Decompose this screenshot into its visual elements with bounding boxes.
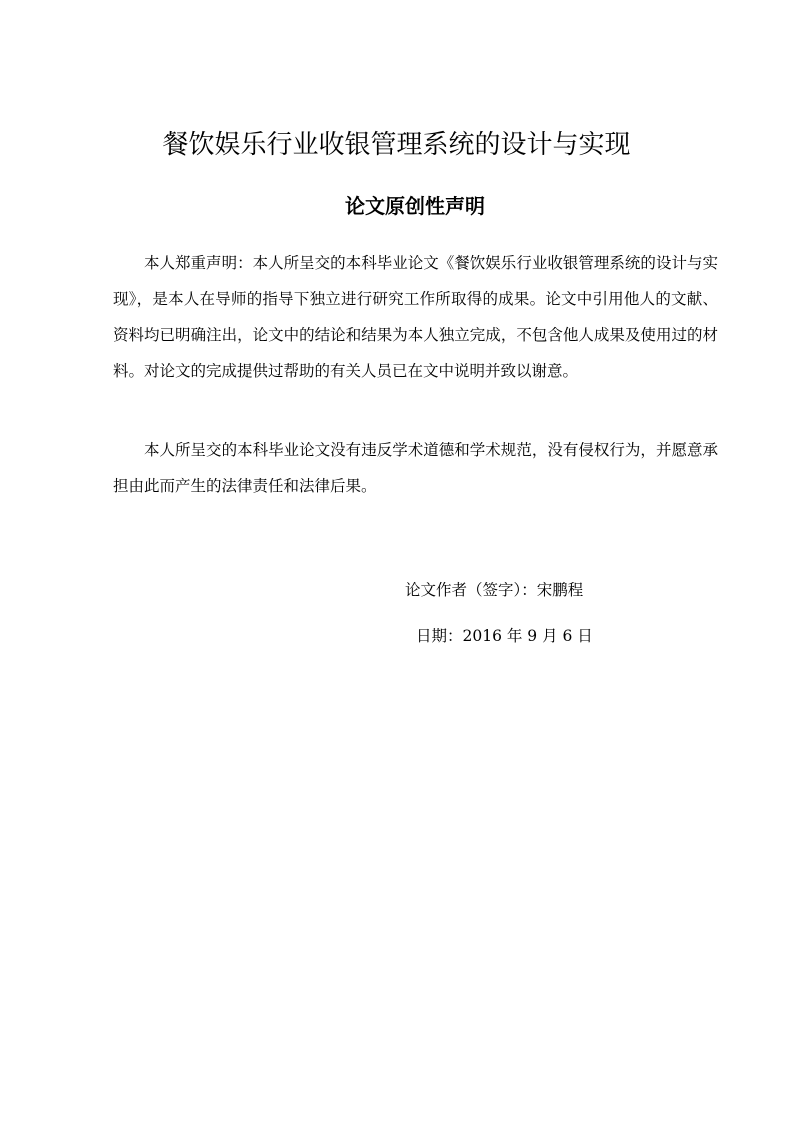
declaration-paragraph-1: 本人郑重声明：本人所呈交的本科毕业论文《餐饮娱乐行业收银管理系统的设计与实现》，是本人在导师的指导下独立进行研究工作所取得的成果。论文中引用他人的文献、资料均已明确注出，论文中的结论和结果为本人独立完成，不包含他人成果及使用过的材料。对论文的完成提供过帮助的有关人员已在文中说明并致以谢意。 [113,254,718,380]
declaration-paragraph-2: 本人所呈交的本科毕业论文没有违反学术道德和学术规范，没有侵权行为，并愿意承担由此而产生的法律责任和法律后果。 [113,441,718,495]
thesis-title: 餐饮娱乐行业收银管理系统的设计与实现 [162,130,631,161]
author-signature-line: 论文作者（签字）：宋鹏程 [405,581,584,599]
declaration-heading: 论文原创性声明 [345,193,485,218]
signature-date-line: 日期：2016 年 9 月 6 日 [416,627,593,645]
